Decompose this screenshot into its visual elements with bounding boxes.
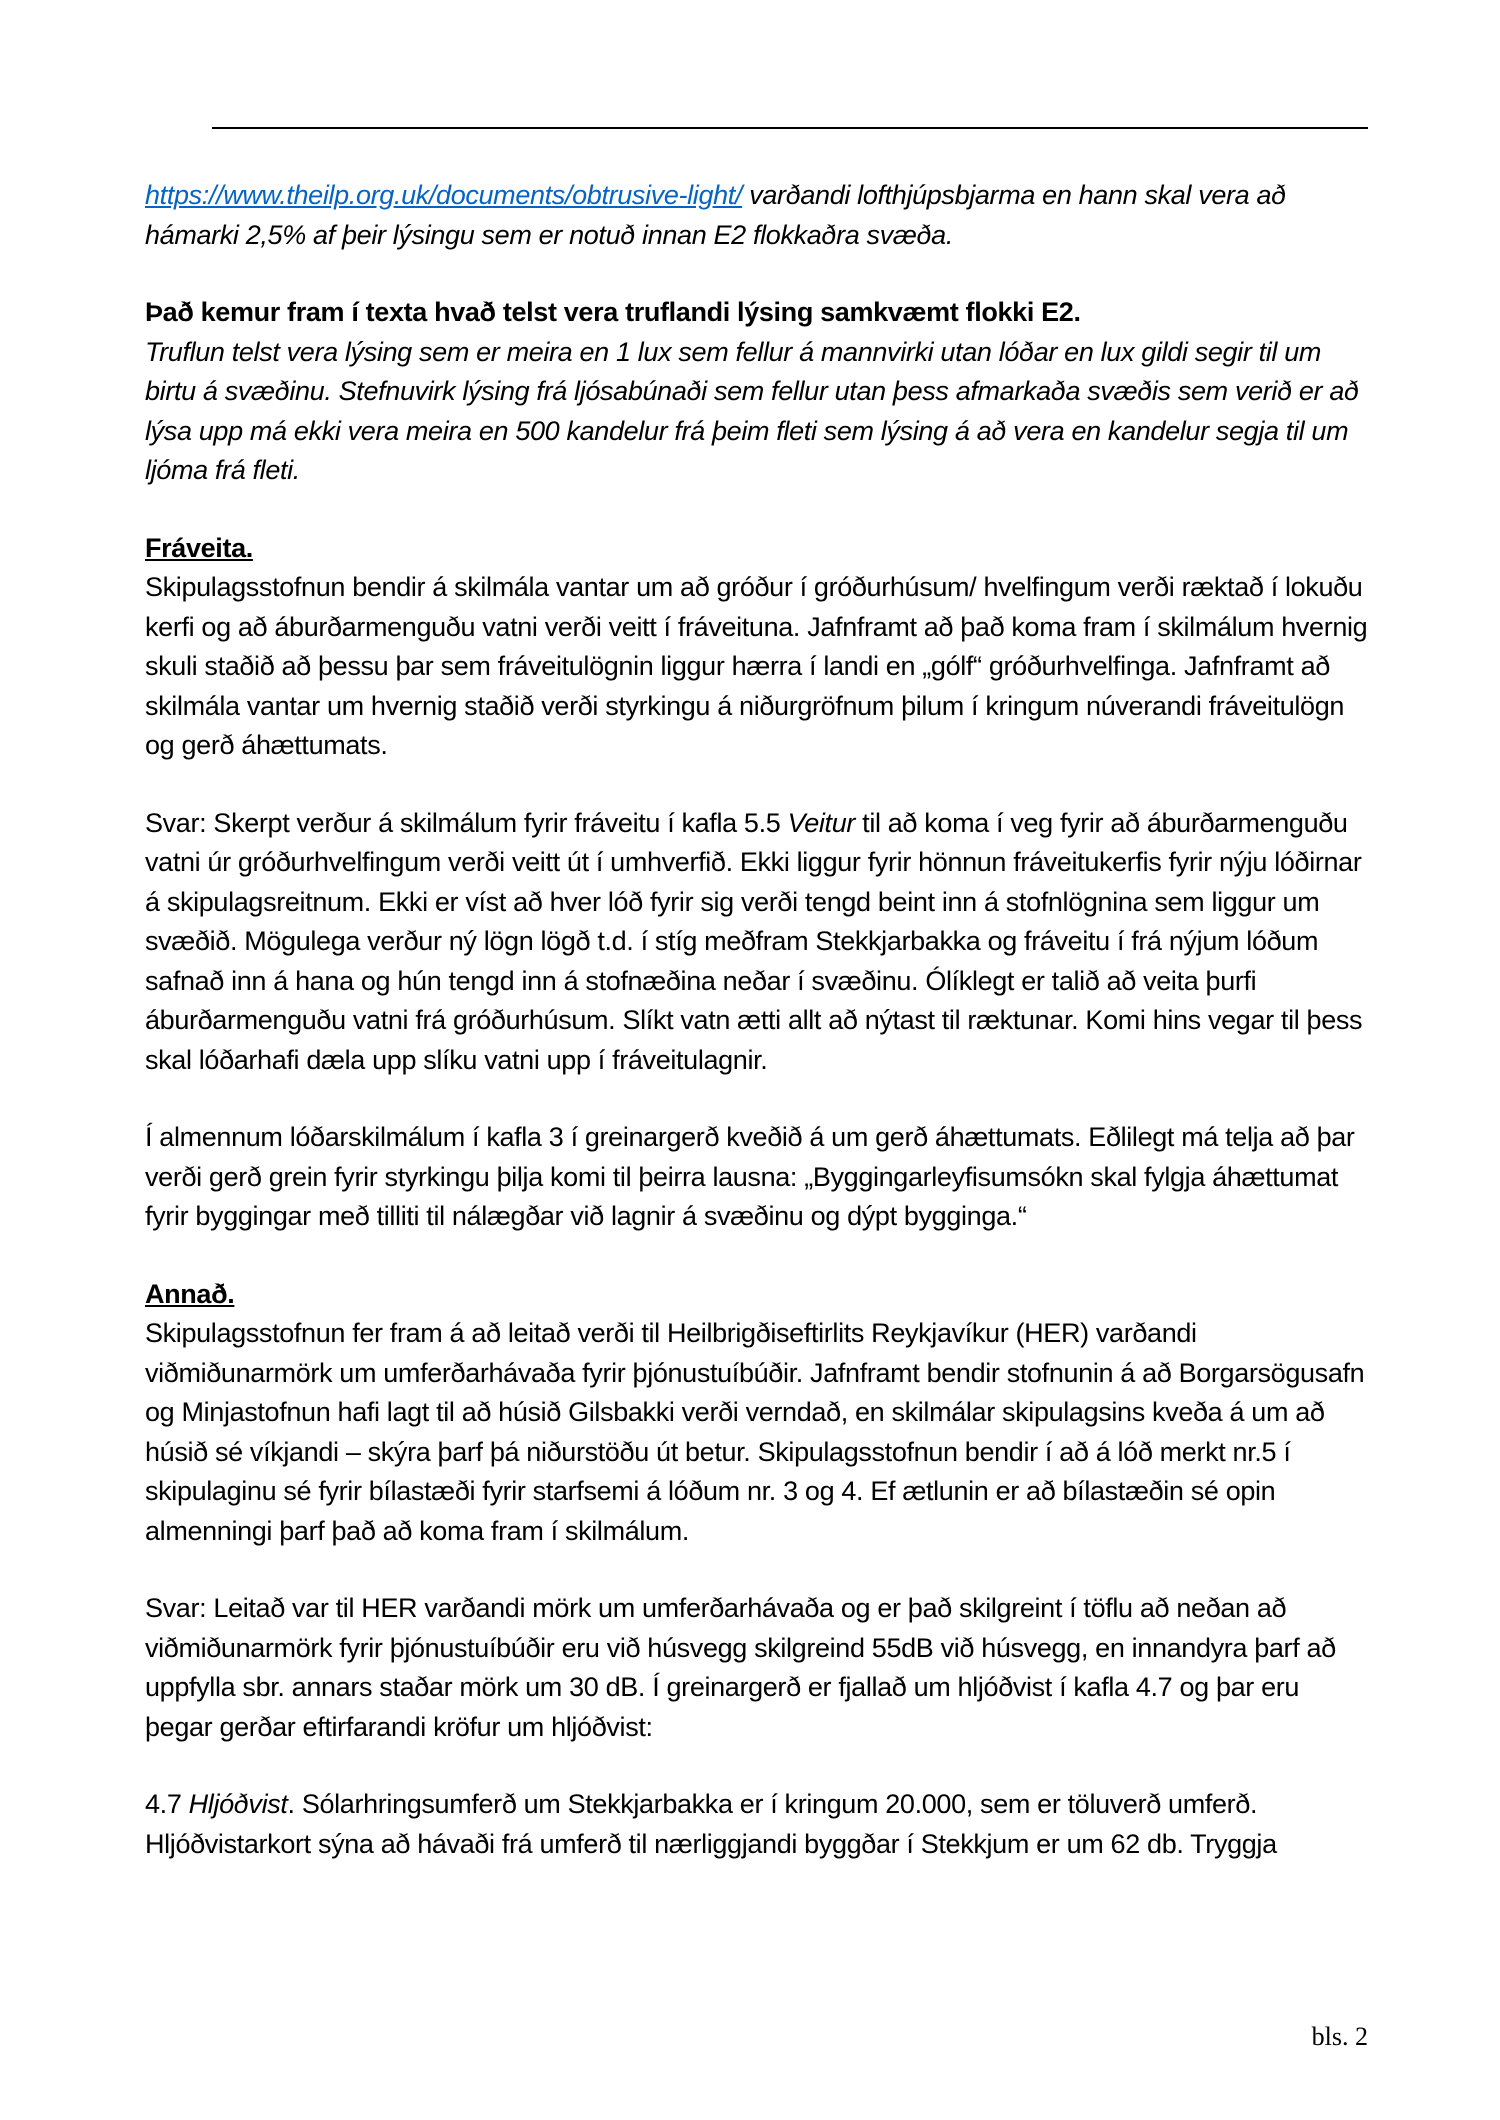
- hljodvist-text: . Sólarhringsumferð um Stekkjarbakka er í kringum 20.000, sem er töluverð umferð. Hljóðvistarkort sýna að hávaði frá umferð til nærliggjandi byggðar í Stekkjum er um 62 db. Tryggja: [145, 1789, 1277, 1859]
- hljodvist-paragraph: [145, 1785, 1373, 1864]
- fraveita-paragraph: Skipulagsstofnun bendir á skilmála vantar um að gróður í gróðurhúsum/ hvelfingum verði ræktað í lokuðu kerfi og að áburðarmenguðu vatni verði veitt í fráveituna. Jafnframt að það koma fram í skilmálum hvernig skuli staðið að þessu þar sem fráveitulögnin liggur hærra í landi en „gólf“ gróðurhvelfinga. Jafnframt að skilmála vantar um hvernig staðið verði styrkingu á niðurgröfnum þilum í kringum núverandi fráveitulögn og gerð áhættumats.: [145, 572, 1368, 760]
- fraveita-svar-post: til að koma í veg fyrir að áburðarmenguðu vatni úr gróðurhvelfingum verði veitt út í umhverfið. Ekki liggur fyrir hönnun fráveitukerfis fyrir nýju lóðirnar á skipulagsreitnum. Ekki er víst að hver lóð fyrir sig verði tengd beint inn á stofnlögnina sem liggur um svæðið. Mögulega verður ný lögn lögð t.d. í stíg meðfram Stekkjarbakka og fráveitu í frá nýjum lóðum safnað inn á hana og hún tengd inn á stofnæðina neðar í svæðinu. Ólíklegt er talið að veita þurfi áburðarmenguðu vatni frá gróðurhúsum. Slíkt vatn ætti allt að nýtast til ræktunar. Komi hins vegar til þess skal lóðarhafi dæla upp slíku vatni upp í fráveitulagnir.: [145, 807, 1363, 1075]
- e2-heading: Það kemur fram í texta hvað telst vera truflandi lýsing samkvæmt flokki E2.: [145, 297, 1081, 327]
- header-rule: [212, 127, 1368, 129]
- annad-svar-paragraph: Svar: Leitað var til HER varðandi mörk um umferðarhávaða og er það skilgreint í töflu að neðan að viðmiðunarmörk fyrir þjónustuíbúðir eru við húsvegg skilgreind 55dB við húsvegg, en innandyra þarf að uppfylla sbr. annars staðar mörk um 30 dB. Í greinargerð er fjallað um hljóðvist í kafla 4.7 og þar eru þegar gerðar eftirfarandi kröfur um hljóðvist:: [145, 1593, 1336, 1742]
- fraveita-svar-paragraph: [145, 804, 1373, 1081]
- intro-paragraph: [145, 176, 1373, 255]
- fraveita-svar-veitur: Veitur: [787, 807, 856, 838]
- obtrusive-light-link[interactable]: https://www.theilp.org.uk/documents/obtrusive-light/: [145, 180, 743, 210]
- e2-paragraph: Truflun telst vera lýsing sem er meira en 1 lux sem fellur á mannvirki utan lóðar en lux gildi segir til um birtu á svæðinu. Stefnuvirk lýsing frá ljósabúnaði sem fellur utan þess afmarkaða svæðis sem verið er að lýsa upp má ekki vera meira en 500 kandelur frá þeim fleti sem lýsing á að vera en kandelur segja til um ljóma frá fleti.: [145, 336, 1359, 485]
- hljodvist-number: 4.7: [145, 1789, 189, 1819]
- annad-paragraph: Skipulagsstofnun fer fram á að leitað verði til Heilbrigðiseftirlits Reykjavíkur (HER) varðandi viðmiðunarmörk um umferðarhávaða fyrir þjónustuíbúðir. Jafnframt bendir stofnunin á að Borgarsögusafn og Minjastofnun hafi lagt til að húsið Gilsbakki verði verndað, en skilmálar skipulagsins kveða á um að húsið sé víkjandi – skýra þarf þá niðurstöðu út betur. Skipulagsstofnun bendir í að á lóð merkt nr.5 í skipulaginu sé fyrir bílastæði fyrir starfsemi á lóðum nr. 3 og 4. Ef ætlunin er að bílastæðin sé opin almenningi þarf það að koma fram í skilmálum.: [145, 1318, 1365, 1546]
- fraveita-ahaettumat-paragraph: Í almennum lóðarskilmálum í kafla 3 í greinargerð kveðið á um gerð áhættumats. Eðlilegt má telja að þar verði gerð grein fyrir styrkingu þilja komi til þeirra lausna: „Byggingarleyfisumsókn skal fylgja áhættumat fyrir byggingar með tilliti til nálægðar við lagnir á svæðinu og dýpt bygginga.“: [145, 1122, 1355, 1231]
- page-number: bls. 2: [1311, 2022, 1368, 2051]
- fraveita-svar-pre: Svar: Skerpt verður á skilmálum fyrir fráveitu í kafla 5.5: [145, 807, 788, 838]
- hljodvist-title: Hljóðvist: [188, 1789, 288, 1819]
- intro-paragraph-text: varðandi lofthjúpsbjarma en hann skal vera að hámarki 2,5% af þeir lýsingu sem er notuð innan E2 flokkaðra svæða.: [145, 180, 1286, 250]
- document-body: [145, 176, 1373, 1902]
- annad-heading: Annað.: [145, 1278, 235, 1309]
- fraveita-heading: Fráveita.: [145, 532, 253, 563]
